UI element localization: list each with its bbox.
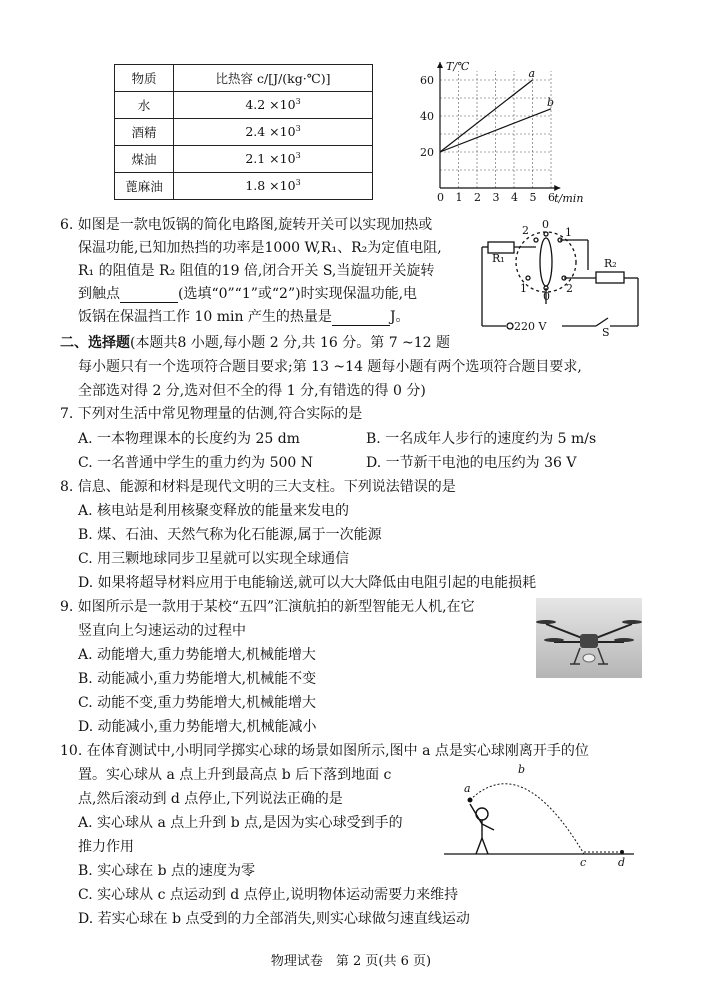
- voltage-label: 220 V: [514, 320, 547, 333]
- q8-option-b[interactable]: B. 煤、石油、天然气称为化石能源,属于一次能源: [78, 527, 382, 543]
- chart-labels: [420, 60, 583, 205]
- table-header-row: [115, 65, 373, 92]
- point-d-label: d: [618, 856, 626, 869]
- table-cell: $2.4 \times 10^3$: [174, 119, 373, 146]
- x-axis-arrow: [554, 185, 560, 191]
- r2-resistor: [596, 272, 624, 283]
- x-tick-label: 1: [455, 191, 463, 204]
- q8-option-a[interactable]: A. 核电站是利用核聚变释放的能量来发电的: [78, 503, 350, 519]
- specific-heat-table: [114, 64, 373, 200]
- x-tick-label: 3: [492, 191, 500, 204]
- table-row: [115, 119, 373, 146]
- section-2-header: 二、选择题(本题共8 小题,每小题 2 分,共 16 分。第 7 ~12 题: [60, 335, 451, 351]
- table-row: [115, 173, 373, 200]
- q10-stem-3: 点,然后滚动到 d 点停止,下列说法正确的是: [78, 791, 343, 807]
- q9-option-b[interactable]: B. 动能减小,重力势能增大,机械能不变: [78, 671, 317, 687]
- q9-stem-1: 9. 如图所示是一款用于某校“五四”汇演航拍的新型智能无人机,在它: [60, 599, 475, 615]
- y-tick-label: 60: [420, 74, 434, 87]
- q9-stem-2: 竖直向上匀速运动的过程中: [78, 623, 246, 639]
- svg-text:1: 1: [565, 226, 572, 239]
- table-header-heat: 比热容 c/[J/(kg·℃)]: [174, 65, 373, 92]
- x-tick-label: 0: [437, 191, 444, 204]
- svg-text:2: 2: [522, 224, 529, 237]
- point-c-label: c: [580, 856, 587, 869]
- table-cell: 蓖麻油: [115, 173, 174, 200]
- point-a-label: a: [464, 782, 471, 795]
- switch-label: S: [602, 326, 610, 336]
- q6-line-2: 保温功能,已知加热挡的功率是1000 W,R₁、R₂为定值电阻,: [78, 240, 442, 256]
- drone-photo: [536, 598, 642, 678]
- table-row: [115, 92, 373, 119]
- x-tick-label: 6: [548, 191, 555, 204]
- table-cell: 煤油: [115, 146, 174, 173]
- q6-line-3: R₁ 的阻值是 R₂ 阻值的19 倍,闭合开关 S,当旋钮开关旋转: [78, 263, 435, 279]
- q8-stem: 8. 信息、能源和材料是现代文明的三大支柱。下列说法错误的是: [60, 479, 456, 495]
- q10-option-b[interactable]: B. 实心球在 b 点的速度为零: [78, 863, 256, 879]
- svg-text:2: 2: [566, 282, 573, 295]
- q10-stem-2: 置。实心球从 a 点上升到最高点 b 后下落到地面 c: [78, 767, 392, 783]
- page-footer: 物理试卷 第 2 页(共 6 页): [270, 954, 432, 969]
- q9-option-a[interactable]: A. 动能增大,重力势能增大,机械能增大: [78, 647, 316, 663]
- table-row: [115, 146, 373, 173]
- q7-option-d[interactable]: D. 一节新干电池的电压约为 36 V: [366, 455, 577, 471]
- point-b-label: b: [518, 764, 526, 776]
- section-2-line-3: 全部选对得 2 分,选对但不全的得 1 分,有错选的得 0 分): [78, 383, 426, 399]
- q8-option-d[interactable]: D. 如果将超导材料应用于电能输送,就可以大大降低由电阻引起的电能损耗: [78, 575, 537, 591]
- q10-option-d[interactable]: D. 若实心球在 b 点受到的力全部消失,则实心球做匀速直线运动: [78, 911, 470, 927]
- chart-grid: [440, 71, 551, 188]
- table-cell: $2.1 \times 10^3$: [174, 146, 373, 173]
- y-tick-label: 40: [420, 110, 434, 123]
- svg-text:0: 0: [543, 290, 550, 303]
- table-cell: 酒精: [115, 119, 174, 146]
- r2-label: R₂: [604, 257, 617, 270]
- chart-axes: [437, 62, 560, 191]
- table-cell: $4.2 \times 10^3$: [174, 92, 373, 119]
- q7-stem: 7. 下列对生活中常见物理量的估测,符合实际的是: [60, 406, 363, 422]
- answer-blank-contact[interactable]: [120, 288, 178, 303]
- q10-option-a-1[interactable]: A. 实心球从 a 点上升到 b 点,是因为实心球受到手的: [78, 815, 403, 831]
- series-label-b: b: [547, 95, 555, 109]
- q7-option-c[interactable]: C. 一名普通中学生的重力约为 500 N: [78, 455, 313, 471]
- series-label-a: a: [528, 67, 536, 80]
- svg-text:0: 0: [542, 218, 549, 231]
- x-axis-label: t/min: [554, 192, 584, 205]
- q8-option-c[interactable]: C. 用三颗地球同步卫星就可以实现全球通信: [78, 551, 350, 567]
- y-tick-label: 20: [420, 146, 434, 159]
- r1-label: R₁: [492, 252, 505, 265]
- temperature-time-chart: [418, 58, 618, 206]
- answer-blank-heat[interactable]: [332, 311, 390, 326]
- q10-stem-1: 10. 在体育测试中,小明同学掷实心球的场景如图所示,图中 a 点是实心球刚离开手的位: [60, 743, 589, 759]
- x-tick-label: 4: [511, 191, 518, 204]
- svg-text:1: 1: [520, 282, 527, 295]
- table-cell: 水: [115, 92, 174, 119]
- table-cell: $1.8 \times 10^3$: [174, 173, 373, 200]
- rice-cooker-circuit: [478, 216, 650, 336]
- shot-put-figure: [444, 764, 644, 870]
- q6-line-4: 到触点 (选填“0”“1”或“2”)时实现保温功能,电: [78, 286, 418, 302]
- q6-line-1: 6. 如图是一款电饭锅的简化电路图,旋转开关可以实现加热或: [60, 217, 433, 233]
- q9-option-d[interactable]: D. 动能减小,重力势能增大,机械能减小: [78, 719, 317, 735]
- x-tick-label: 2: [474, 191, 481, 204]
- q9-option-c[interactable]: C. 动能不变,重力势能增大,机械能增大: [78, 695, 317, 711]
- y-axis-label: T/℃: [446, 60, 470, 73]
- q7-option-b[interactable]: B. 一名成年人步行的速度约为 5 m/s: [366, 431, 597, 447]
- q7-option-a[interactable]: A. 一本物理课本的长度约为 25 dm: [78, 431, 300, 447]
- q10-option-c[interactable]: C. 实心球从 c 点运动到 d 点停止,说明物体运动需要力来维持: [78, 887, 459, 903]
- x-tick-label: 5: [529, 191, 537, 204]
- q6-line-5: 饭锅在保温挡工作 10 min 产生的热量是 J。: [78, 309, 410, 325]
- section-2-line-2: 每小题只有一个选项符合题目要求;第 13 ~14 题每小题有两个选项符合题目要求,: [78, 359, 582, 375]
- y-axis-arrow: [437, 62, 443, 68]
- q10-option-a-2[interactable]: 推力作用: [78, 839, 134, 855]
- table-header-substance: 物质: [115, 65, 174, 92]
